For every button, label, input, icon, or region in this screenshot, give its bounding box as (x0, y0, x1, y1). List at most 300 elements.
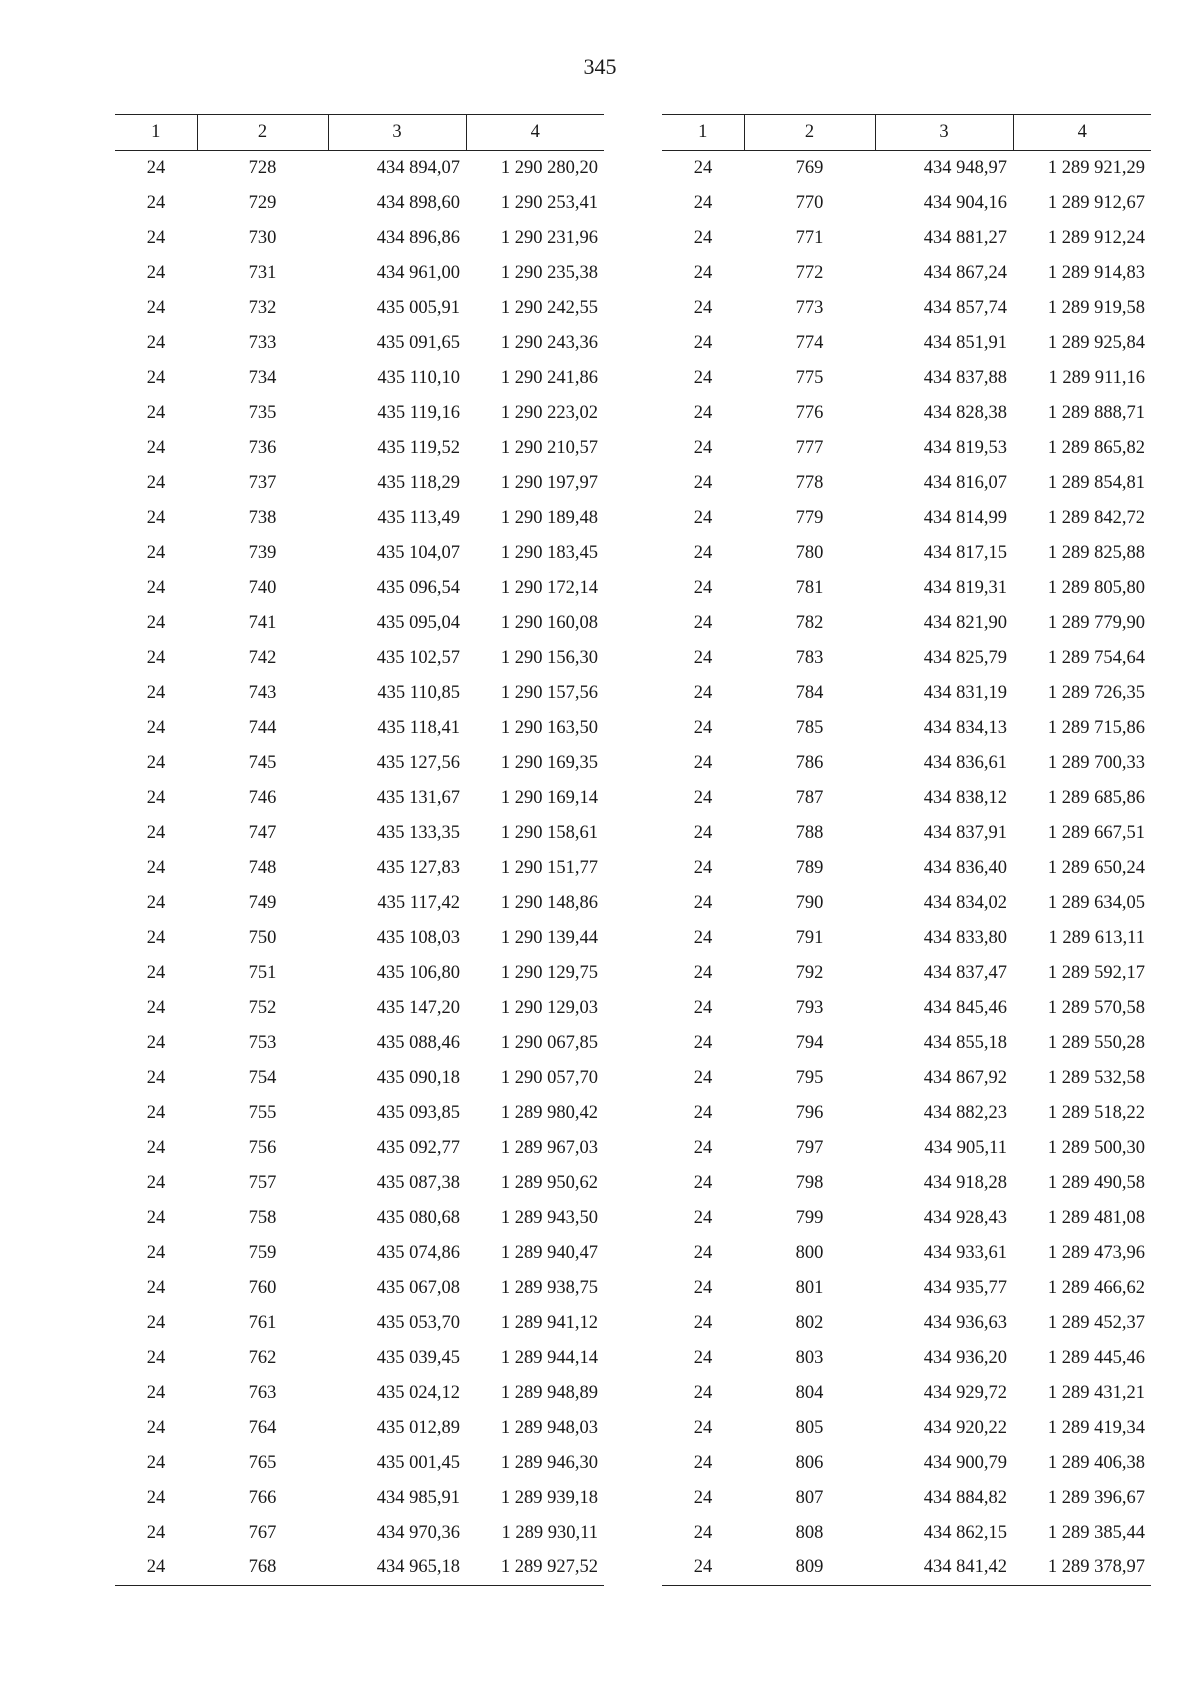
table-cell-col4: 1 289 490,58 (1047, 1172, 1145, 1193)
table-cell-col3: 434 837,47 (923, 962, 1007, 983)
table-cell-col1: 24 (146, 787, 166, 808)
table-cell-col3: 434 935,77 (923, 1277, 1007, 1298)
table-row (662, 1411, 1151, 1446)
table-row (115, 1096, 604, 1131)
table-row (662, 1446, 1151, 1481)
table-cell-col4: 1 289 944,14 (500, 1347, 598, 1368)
table-cell-col2: 772 (795, 262, 824, 283)
table-cell-col1: 24 (146, 927, 166, 948)
table-row (115, 956, 604, 991)
table-cell-col2: 756 (248, 1137, 277, 1158)
table-cell-col1: 24 (146, 1207, 166, 1228)
table-cell-col2: 770 (795, 192, 824, 213)
table-row (662, 571, 1151, 606)
table-cell-col4: 1 289 912,67 (1047, 192, 1145, 213)
table-cell-col3: 434 836,61 (923, 752, 1007, 773)
table-cell-col1: 24 (146, 892, 166, 913)
table-cell-col1: 24 (693, 997, 713, 1018)
table-cell-col3: 434 851,91 (923, 332, 1007, 353)
table-cell-col3: 435 053,70 (376, 1312, 460, 1333)
table-cell-col4: 1 289 550,28 (1047, 1032, 1145, 1053)
table-cell-col4: 1 289 948,03 (500, 1417, 598, 1438)
table-cell-col2: 787 (795, 787, 824, 808)
table-cell-col1: 24 (693, 1417, 713, 1438)
table-cell-col1: 24 (146, 822, 166, 843)
table-cell-col2: 754 (248, 1067, 277, 1088)
table-cell-col2: 781 (795, 577, 824, 598)
table-cell-col2: 735 (248, 402, 277, 423)
table-cell-col3: 435 104,07 (376, 542, 460, 563)
table-row (115, 396, 604, 431)
table-cell-col1: 24 (693, 1242, 713, 1263)
table-cell-col4: 1 290 129,75 (500, 962, 598, 983)
table-cell-col2: 800 (795, 1242, 824, 1263)
table-cell-col2: 804 (795, 1382, 824, 1403)
table-cell-col2: 782 (795, 612, 824, 633)
table-cell-col4: 1 290 172,14 (500, 577, 598, 598)
table-cell-col2: 794 (795, 1032, 824, 1053)
coordinates-table-left (115, 114, 604, 1586)
table-row (115, 1376, 604, 1411)
table-cell-col3: 434 862,15 (923, 1522, 1007, 1543)
table-cell-col2: 753 (248, 1032, 277, 1053)
table-row (115, 571, 604, 606)
table-cell-col2: 773 (795, 297, 824, 318)
table-cell-col4: 1 289 754,64 (1047, 647, 1145, 668)
column-header-2: 2 (744, 115, 875, 151)
table-cell-col4: 1 290 231,96 (500, 227, 598, 248)
table-cell-col2: 733 (248, 332, 277, 353)
table-cell-col4: 1 289 938,75 (500, 1277, 598, 1298)
table-cell-col4: 1 289 406,38 (1047, 1452, 1145, 1473)
table-row (662, 956, 1151, 991)
table-cell-col2: 780 (795, 542, 824, 563)
table-row (115, 256, 604, 291)
table-cell-col2: 768 (197, 1551, 328, 1586)
table-cell-col3: 435 113,49 (377, 507, 460, 528)
table-cell-col1: 24 (693, 892, 713, 913)
table-cell-col2: 728 (248, 157, 277, 178)
table-cell-col1: 24 (693, 1487, 713, 1508)
table-row (662, 186, 1151, 221)
table-cell-col3: 434 918,28 (923, 1172, 1007, 1193)
table-row (662, 536, 1151, 571)
table-row (662, 1201, 1151, 1236)
table-cell-col1: 24 (146, 1032, 166, 1053)
table-row (115, 746, 604, 781)
table-cell-col2: 803 (795, 1347, 824, 1368)
table-cell-col2: 737 (248, 472, 277, 493)
table-cell-col3: 434 985,91 (376, 1487, 460, 1508)
table-cell-col3: 434 841,42 (875, 1551, 1013, 1586)
table-row (115, 1236, 604, 1271)
table-cell-col2: 802 (795, 1312, 824, 1333)
table-row (662, 1026, 1151, 1061)
table-cell-col2: 740 (248, 577, 277, 598)
table-cell-col4: 1 290 197,97 (500, 472, 598, 493)
table-cell-col3: 434 837,88 (923, 367, 1007, 388)
table-cell-col4: 1 289 570,58 (1047, 997, 1145, 1018)
table-cell-col4: 1 289 921,29 (1047, 157, 1145, 178)
table-cell-col1: 24 (146, 402, 166, 423)
table-cell-col4: 1 289 700,33 (1047, 752, 1145, 773)
table-cell-col2: 797 (795, 1137, 824, 1158)
table-cell-col2: 745 (248, 752, 277, 773)
table-cell-col3: 435 106,80 (376, 962, 460, 983)
table-cell-col1: 24 (146, 612, 166, 633)
table-cell-col4: 1 289 466,62 (1047, 1277, 1145, 1298)
table-cell-col1: 24 (146, 682, 166, 703)
table-cell-col1: 24 (662, 1551, 744, 1586)
table-cell-col1: 24 (146, 1242, 166, 1263)
table-row (662, 921, 1151, 956)
table-cell-col3: 434 819,53 (923, 437, 1007, 458)
table-cell-col1: 24 (146, 262, 166, 283)
table-cell-col2: 774 (795, 332, 824, 353)
table-row (115, 1516, 604, 1551)
table-cell-col4: 1 289 396,67 (1047, 1487, 1145, 1508)
table-cell-col4: 1 289 431,21 (1047, 1382, 1145, 1403)
table-cell-col2: 777 (795, 437, 824, 458)
table-row (115, 1166, 604, 1201)
table-cell-col1: 24 (693, 1067, 713, 1088)
table-row (662, 1376, 1151, 1411)
table-cell-col1: 24 (693, 1347, 713, 1368)
table-cell-col1: 24 (693, 192, 713, 213)
table-cell-col4: 1 289 667,51 (1047, 822, 1145, 843)
table-cell-col4: 1 289 943,50 (500, 1207, 598, 1228)
table-cell-col1: 24 (146, 507, 166, 528)
table-cell-col4: 1 290 243,36 (500, 332, 598, 353)
table-cell-col3: 434 905,11 (924, 1137, 1007, 1158)
table-cell-col4: 1 289 930,11 (501, 1522, 598, 1543)
table-cell-col2: 779 (795, 507, 824, 528)
table-cell-col4: 1 290 157,56 (500, 682, 598, 703)
table-cell-col3: 434 900,79 (923, 1452, 1007, 1473)
table-row (115, 536, 604, 571)
table-cell-col4: 1 289 518,22 (1047, 1102, 1145, 1123)
table-row (662, 1166, 1151, 1201)
table-row (662, 1306, 1151, 1341)
table-row (115, 151, 604, 186)
table-row (115, 1306, 604, 1341)
table-cell-col4: 1 289 941,12 (500, 1312, 598, 1333)
table-cell-col2: 748 (248, 857, 277, 878)
table-cell-col1: 24 (146, 297, 166, 318)
table-cell-col1: 24 (146, 1312, 166, 1333)
column-header-4: 4 (466, 115, 604, 151)
table-cell-col3: 434 834,02 (923, 892, 1007, 913)
table-cell-col4: 1 290 169,14 (500, 787, 598, 808)
table-cell-col3: 435 110,85 (377, 682, 460, 703)
table-row (662, 1131, 1151, 1166)
table-cell-col3: 435 119,16 (377, 402, 460, 423)
table-cell-col2: 809 (744, 1551, 875, 1586)
table-cell-col4: 1 289 912,24 (1047, 227, 1145, 248)
table-cell-col4: 1 289 914,83 (1047, 262, 1145, 283)
table-cell-col4: 1 289 980,42 (500, 1102, 598, 1123)
table-cell-col3: 435 080,68 (376, 1207, 460, 1228)
table-cell-col2: 799 (795, 1207, 824, 1228)
table-row (115, 501, 604, 536)
table-row (115, 886, 604, 921)
table-cell-col2: 766 (248, 1487, 277, 1508)
table-cell-col2: 798 (795, 1172, 824, 1193)
table-cell-col4: 1 290 280,20 (500, 157, 598, 178)
table-row (662, 641, 1151, 676)
table-cell-col4: 1 290 158,61 (500, 822, 598, 843)
table-cell-col4: 1 289 378,97 (1013, 1551, 1151, 1586)
table-row (115, 431, 604, 466)
table-cell-col3: 434 881,27 (923, 227, 1007, 248)
table-cell-col1: 24 (693, 857, 713, 878)
table-cell-col4: 1 290 242,55 (500, 297, 598, 318)
table-cell-col4: 1 290 189,48 (500, 507, 598, 528)
table-cell-col2: 747 (248, 822, 277, 843)
table-cell-col1: 24 (693, 227, 713, 248)
table-row (662, 1271, 1151, 1306)
table-row (115, 1131, 604, 1166)
table-cell-col4: 1 289 854,81 (1047, 472, 1145, 493)
coordinates-table-right (662, 114, 1151, 1586)
table-cell-col1: 24 (146, 1487, 166, 1508)
table-cell-col4: 1 289 445,46 (1047, 1347, 1145, 1368)
table-cell-col2: 736 (248, 437, 277, 458)
table-cell-col2: 785 (795, 717, 824, 738)
table-cell-col3: 434 894,07 (376, 157, 460, 178)
table-cell-col3: 435 001,45 (376, 1452, 460, 1473)
table-cell-col3: 434 965,18 (328, 1551, 466, 1586)
table-cell-col3: 434 814,99 (923, 507, 1007, 528)
table-cell-col3: 435 096,54 (376, 577, 460, 598)
table-row (662, 606, 1151, 641)
table-cell-col1: 24 (693, 717, 713, 738)
table-row (662, 781, 1151, 816)
table-cell-col3: 435 005,91 (376, 297, 460, 318)
table-cell-col3: 434 828,38 (923, 402, 1007, 423)
table-cell-col1: 24 (146, 1067, 166, 1088)
table-cell-col1: 24 (146, 857, 166, 878)
table-cell-col3: 434 855,18 (923, 1032, 1007, 1053)
table-cell-col2: 801 (795, 1277, 824, 1298)
table-cell-col3: 435 067,08 (376, 1277, 460, 1298)
table-row (662, 851, 1151, 886)
table-cell-col4: 1 290 129,03 (500, 997, 598, 1018)
table-cell-col1: 24 (146, 542, 166, 563)
table-cell-col2: 759 (248, 1242, 277, 1263)
table-cell-col4: 1 290 210,57 (500, 437, 598, 458)
table-cell-col2: 751 (248, 962, 277, 983)
table-cell-col3: 435 090,18 (376, 1067, 460, 1088)
table-cell-col2: 729 (248, 192, 277, 213)
table-cell-col3: 435 127,83 (376, 857, 460, 878)
table-cell-col4: 1 289 865,82 (1047, 437, 1145, 458)
table-cell-col2: 792 (795, 962, 824, 983)
table-cell-col3: 434 821,90 (923, 612, 1007, 633)
table-cell-col2: 784 (795, 682, 824, 703)
table-cell-col1: 24 (146, 1452, 166, 1473)
table-cell-col3: 434 936,63 (923, 1312, 1007, 1333)
table-cell-col3: 434 831,19 (923, 682, 1007, 703)
table-cell-col3: 434 929,72 (923, 1382, 1007, 1403)
table-cell-col3: 434 867,92 (923, 1067, 1007, 1088)
table-row (115, 221, 604, 256)
table-row (662, 991, 1151, 1026)
table-cell-col2: 805 (795, 1417, 824, 1438)
table-row (662, 396, 1151, 431)
table-cell-col3: 435 012,89 (376, 1417, 460, 1438)
table-cell-col2: 783 (795, 647, 824, 668)
table-cell-col1: 24 (693, 822, 713, 843)
table-cell-col1: 24 (146, 1382, 166, 1403)
table-cell-col3: 435 074,86 (376, 1242, 460, 1263)
table-cell-col4: 1 289 385,44 (1047, 1522, 1145, 1543)
table-cell-col3: 434 819,31 (923, 577, 1007, 598)
table-cell-col3: 434 936,20 (923, 1347, 1007, 1368)
table-cell-col3: 435 133,35 (376, 822, 460, 843)
table-row (115, 1481, 604, 1516)
table-cell-col2: 761 (248, 1312, 277, 1333)
table-cell-col3: 434 898,60 (376, 192, 460, 213)
table-row (662, 326, 1151, 361)
table-cell-col1: 24 (693, 1102, 713, 1123)
table-cell-col3: 434 838,12 (923, 787, 1007, 808)
table-cell-col4: 1 290 241,86 (500, 367, 598, 388)
table-cell-col1: 24 (146, 1102, 166, 1123)
table-cell-col1: 24 (146, 192, 166, 213)
table-cell-col3: 435 102,57 (376, 647, 460, 668)
table-cell-col4: 1 289 685,86 (1047, 787, 1145, 808)
table-cell-col4: 1 289 919,58 (1047, 297, 1145, 318)
table-row (115, 991, 604, 1026)
table-cell-col2: 741 (248, 612, 277, 633)
table-row (115, 1271, 604, 1306)
table-cell-col3: 435 118,41 (377, 717, 460, 738)
table-row (115, 361, 604, 396)
table-cell-col3: 435 119,52 (377, 437, 460, 458)
table-cell-col1: 24 (693, 472, 713, 493)
table-cell-col4: 1 289 888,71 (1047, 402, 1145, 423)
table-cell-col4: 1 289 481,08 (1047, 1207, 1145, 1228)
table-cell-col2: 807 (795, 1487, 824, 1508)
table-cell-col1: 24 (693, 787, 713, 808)
table-row (662, 1341, 1151, 1376)
table-row (115, 291, 604, 326)
table-cell-col4: 1 289 940,47 (500, 1242, 598, 1263)
column-header-1: 1 (115, 115, 197, 151)
table-cell-col4: 1 289 946,30 (500, 1452, 598, 1473)
table-cell-col2: 786 (795, 752, 824, 773)
table-row (115, 606, 604, 641)
column-header-2: 2 (197, 115, 328, 151)
table-cell-col4: 1 289 613,11 (1048, 927, 1145, 948)
table-cell-col4: 1 290 151,77 (500, 857, 598, 878)
table-cell-col3: 434 920,22 (923, 1417, 1007, 1438)
table-row (662, 221, 1151, 256)
column-header-4: 4 (1013, 115, 1151, 151)
table-cell-col1: 24 (693, 577, 713, 598)
table-cell-col1: 24 (693, 1137, 713, 1158)
table-row (115, 186, 604, 221)
table-row (662, 1516, 1151, 1551)
table-cell-col1: 24 (693, 1032, 713, 1053)
table-cell-col2: 775 (795, 367, 824, 388)
table-cell-col2: 808 (795, 1522, 824, 1543)
table-cell-col3: 435 131,67 (376, 787, 460, 808)
table-cell-col3: 434 882,23 (923, 1102, 1007, 1123)
table-cell-col1: 24 (146, 1137, 166, 1158)
table-header-row (662, 115, 1151, 151)
table-cell-col1: 24 (693, 1277, 713, 1298)
table-cell-col1: 24 (693, 297, 713, 318)
table-cell-col3: 435 095,04 (376, 612, 460, 633)
table-row (115, 781, 604, 816)
table-cell-col2: 769 (795, 157, 824, 178)
table-cell-col3: 434 961,00 (376, 262, 460, 283)
table-cell-col3: 434 836,40 (923, 857, 1007, 878)
column-header-3: 3 (328, 115, 466, 151)
table-cell-col3: 434 845,46 (923, 997, 1007, 1018)
table-cell-col1: 24 (146, 367, 166, 388)
table-cell-col1: 24 (693, 367, 713, 388)
table-cell-col4: 1 289 650,24 (1047, 857, 1145, 878)
table-cell-col4: 1 289 779,90 (1047, 612, 1145, 633)
table-row (115, 1026, 604, 1061)
table-row (662, 151, 1151, 186)
table-cell-col2: 791 (795, 927, 824, 948)
table-cell-col4: 1 290 067,85 (500, 1032, 598, 1053)
table-cell-col4: 1 290 057,70 (500, 1067, 598, 1088)
table-cell-col1: 24 (146, 227, 166, 248)
table-cell-col3: 435 117,42 (377, 892, 460, 913)
table-cell-col1: 24 (693, 402, 713, 423)
table-cell-col1: 24 (146, 997, 166, 1018)
table-cell-col1: 24 (693, 332, 713, 353)
table-cell-col2: 744 (248, 717, 277, 738)
table-cell-col1: 24 (693, 1207, 713, 1228)
table-cell-col4: 1 290 160,08 (500, 612, 598, 633)
table-cell-col1: 24 (146, 752, 166, 773)
table-cell-col2: 795 (795, 1067, 824, 1088)
table-cell-col1: 24 (693, 682, 713, 703)
table-cell-col3: 434 933,61 (923, 1242, 1007, 1263)
table-body (662, 151, 1151, 1586)
table-cell-col3: 435 024,12 (376, 1382, 460, 1403)
table-cell-col3: 434 884,82 (923, 1487, 1007, 1508)
column-header-3: 3 (875, 115, 1013, 151)
table-cell-col2: 731 (248, 262, 277, 283)
table-cell-col1: 24 (146, 1417, 166, 1438)
table-cell-col3: 435 127,56 (376, 752, 460, 773)
table-cell-col2: 790 (795, 892, 824, 913)
table-cell-col3: 434 834,13 (923, 717, 1007, 738)
table-cell-col1: 24 (693, 507, 713, 528)
table-body (115, 151, 604, 1586)
table-cell-col3: 434 948,97 (923, 157, 1007, 178)
table-cell-col3: 435 091,65 (376, 332, 460, 353)
table-cell-col3: 434 837,91 (923, 822, 1007, 843)
table-cell-col4: 1 289 452,37 (1047, 1312, 1145, 1333)
table-cell-col3: 435 093,85 (376, 1102, 460, 1123)
table-cell-col2: 752 (248, 997, 277, 1018)
table-cell-col3: 435 108,03 (376, 927, 460, 948)
table-cell-col4: 1 289 950,62 (500, 1172, 598, 1193)
table-cell-col1: 24 (693, 927, 713, 948)
table-row (662, 501, 1151, 536)
table-cell-col3: 434 928,43 (923, 1207, 1007, 1228)
table-cell-col2: 806 (795, 1452, 824, 1473)
table-cell-col3: 435 118,29 (377, 472, 460, 493)
